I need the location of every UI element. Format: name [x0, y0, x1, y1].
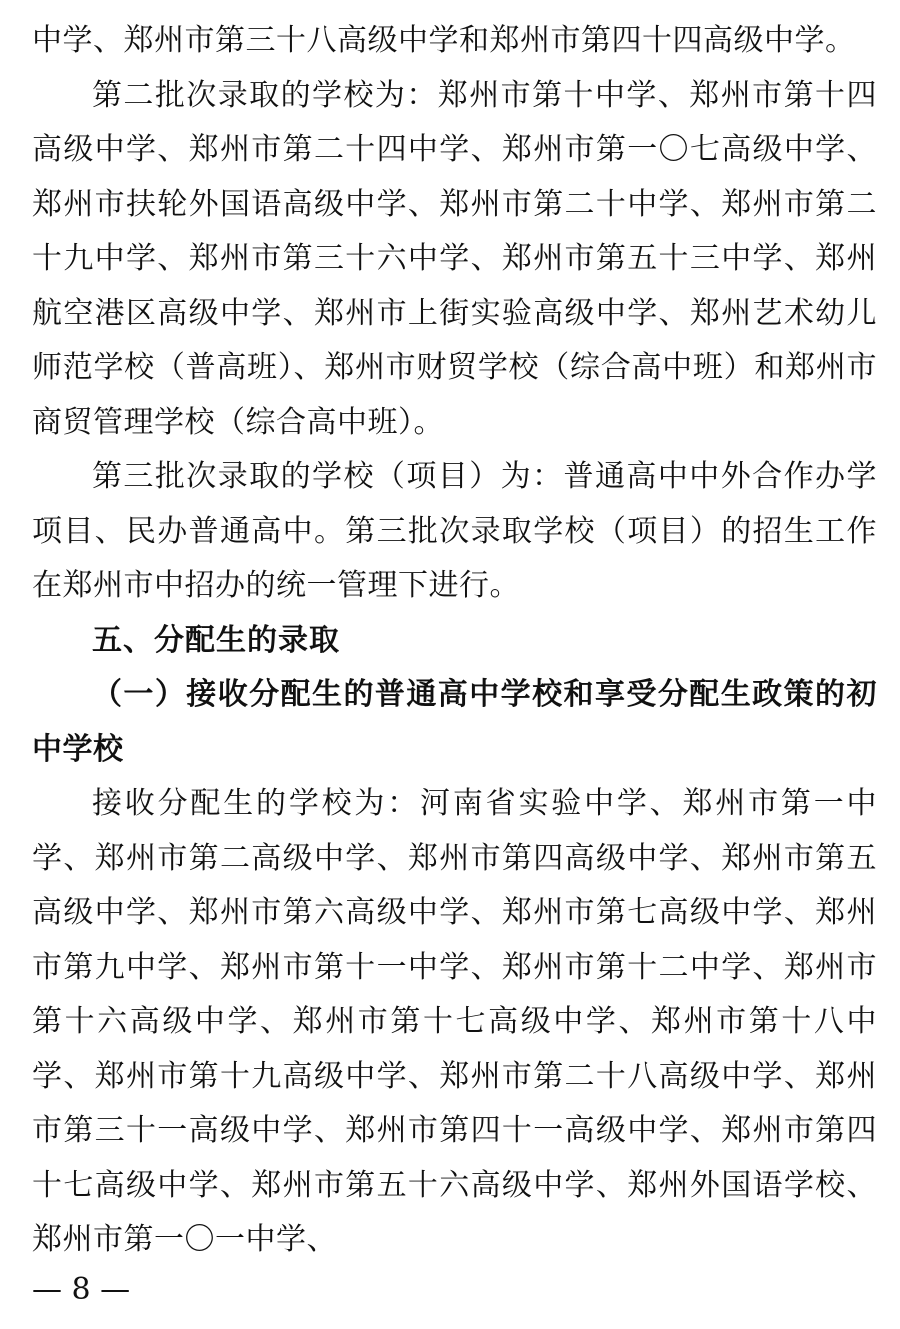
subsection-heading: （一）接收分配生的普通高中学校和享受分配生政策的初中学校 [32, 677, 877, 767]
paragraph-continuation: 中学、郑州市第三十八高级中学和郑州市第四十四高级中学。 [32, 23, 856, 58]
page-number: — 8 — [32, 1272, 131, 1307]
document-body [32, 14, 877, 1268]
section-heading: 五、分配生的录取 [92, 622, 340, 658]
paragraph-second-batch: 第二批次录取的学校为：郑州市第十中学、郑州市第十四高级中学、郑州市第二十四中学、郑州市第一〇七高级中学、郑州市扶轮外国语高级中学、郑州市第二十中学、郑州市第二十九中学、郑州市第三十六中学、郑州市第五十三中学、郑州航空港区高级中学、郑州市上街实验高级中学、郑州艺术幼儿师范学校（普高班）、郑州市财贸学校（综合高中班）和郑州市商贸管理学校（综合高中班）。 [32, 77, 877, 440]
paragraph-third-batch: 第三批次录取的学校（项目）为：普通高中中外合作办学项目、民办普通高中。第三批次录取学校（项目）的招生工作在郑州市中招办的统一管理下进行。 [32, 459, 877, 603]
paragraph-receiving-schools: 接收分配生的学校为：河南省实验中学、郑州市第一中学、郑州市第二高级中学、郑州市第四高级中学、郑州市第五高级中学、郑州市第六高级中学、郑州市第七高级中学、郑州市第九中学、郑州市第十一中学、郑州市第十二中学、郑州市第十六高级中学、郑州市第十七高级中学、郑州市第十八中学、郑州市第十九高级中学、郑州市第二十八高级中学、郑州市第三十一高级中学、郑州市第四十一高级中学、郑州市第四十七高级中学、郑州市第五十六高级中学、郑州外国语学校、郑州市第一〇一中学、 [32, 786, 877, 1257]
